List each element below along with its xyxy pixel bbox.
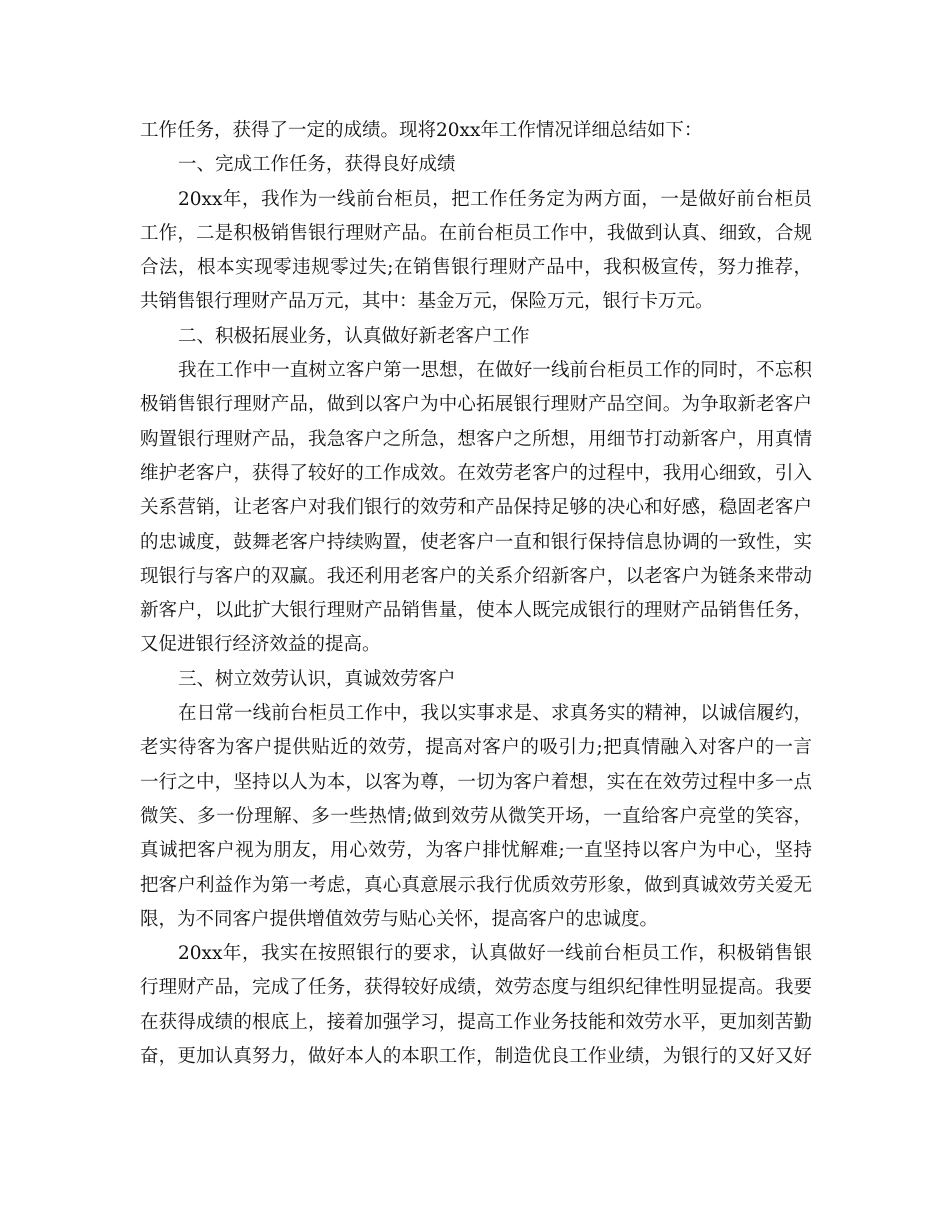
text-line: 一行之中，坚持以人为本，以客为尊，一切为客户着想，实在在效劳过程中多一点 [140,771,812,793]
text-line: 我在工作中一直树立客户第一思想，在做好一线前台柜员工作的同时，不忘积 [178,360,812,382]
text-line: 20xx年，我实在按照银行的要求，认真做好一线前台柜员工作，积极销售银 [178,943,812,965]
text-line: 三、树立效劳认识，真诚效劳客户 [178,668,456,690]
text-line: 极销售银行理财产品，做到以客户为中心拓展银行理财产品空间。为争取新老客户 [140,394,812,416]
text-line: 老实待客为客户提供贴近的效劳，提高对客户的吸引力;把真情融入对客户的一言 [140,737,812,759]
text-line: 关系营销，让老客户对我们银行的效劳和产品保持足够的决心和好感，稳固老客户 [140,497,812,519]
text-line: 又促进银行经济效益的提高。 [140,634,381,656]
text-line: 20xx年，我作为一线前台柜员，把工作任务定为两方面，一是做好前台柜员 [178,188,812,210]
text-line: 新客户，以此扩大银行理财产品销售量，使本人既完成银行的理财产品销售任务， [140,600,812,622]
document-page [140,114,812,1074]
text-line: 现银行与客户的双赢。我还利用老客户的关系介绍新客户，以老客户为链条来带动 [140,565,812,587]
text-line: 工作任务，获得了一定的成绩。现将20xx年工作情况详细总结如下： [140,120,703,141]
text-line: 限，为不同客户提供增值效劳与贴心关怀，提高客户的忠诚度。 [140,908,659,930]
text-line: 真诚把客户视为朋友，用心效劳，为客户排忧解难;一直坚持以客户为中心，坚持 [140,840,812,862]
text-line: 维护老客户，获得了较好的工作成效。在效劳老客户的过程中，我用心细致，引入 [140,462,812,484]
text-line: 共销售银行理财产品万元，其中：基金万元，保险万元，银行卡万元。 [140,291,714,313]
text-line: 奋，更加认真努力，做好本人的本职工作，制造优良工作业绩，为银行的又好又好 [140,1046,812,1068]
text-line: 行理财产品，完成了任务，获得较好成绩，效劳态度与组织纪律性明显提高。我要 [140,977,812,999]
text-line: 在获得成绩的根底上，接着加强学习，提高工作业务技能和效劳水平，更加刻苦勤 [140,1011,812,1033]
text-line: 微笑、多一份理解、多一些热情;做到效劳从微笑开场，一直给客户亮堂的笑容， [140,805,812,827]
text-line: 合法，根本实现零违规零过失;在销售银行理财产品中，我积极宣传，努力推荐， [140,257,812,279]
text-line: 一、完成工作任务，获得良好成绩 [178,154,456,176]
text-line: 把客户利益作为第一考虑，真心真意展示我行优质效劳形象，做到真诚效劳关爱无 [140,874,812,896]
text-line: 的忠诚度，鼓舞老客户持续购置，使老客户一直和银行保持信息协调的一致性，实 [140,531,812,553]
text-line: 购置银行理财产品，我急客户之所急，想客户之所想，用细节打动新客户，用真情 [140,428,812,450]
text-line: 在日常一线前台柜员工作中，我以实事求是、求真务实的精神，以诚信履约， [178,703,812,725]
text-line: 二、积极拓展业务，认真做好新老客户工作 [178,325,530,347]
text-line: 工作，二是积极销售银行理财产品。在前台柜员工作中，我做到认真、细致，合规 [140,222,812,244]
